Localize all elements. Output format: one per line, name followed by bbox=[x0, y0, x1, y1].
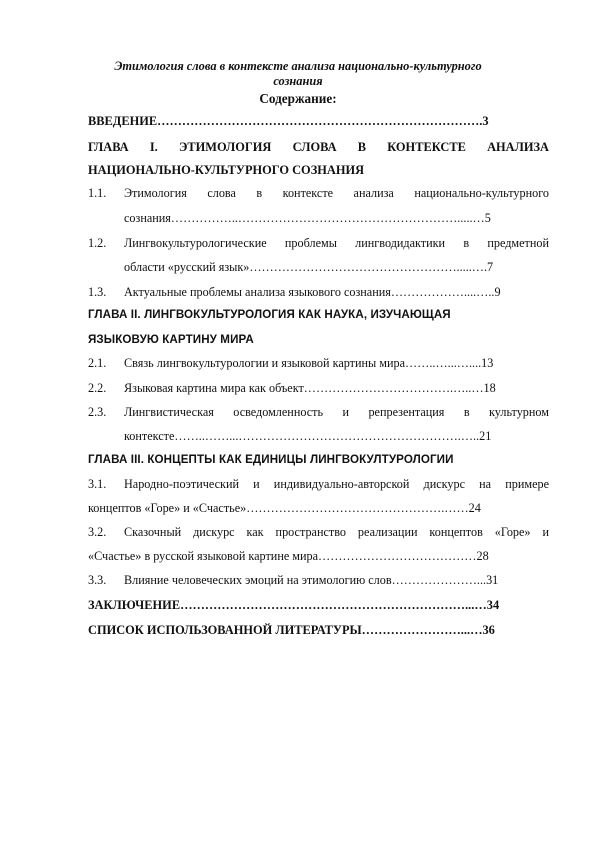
toc-section-2-2-line-1: Языковая картина мира как объект……………………………….…..…18 bbox=[124, 381, 496, 395]
toc-section-3-2-line-2: «Счастье» в русской языковой картине мира…………………………………28 bbox=[88, 549, 489, 563]
toc-section-3-2-number: 3.2. bbox=[88, 525, 107, 539]
toc-section-1-2-number: 1.2. bbox=[88, 236, 107, 250]
toc-chapter-2-line-1: ГЛАВА II. ЛИНГВОКУЛЬТУРОЛОГИЯ КАК НАУКА, ИЗУЧАЮЩАЯ bbox=[88, 308, 451, 321]
toc-entry-introduction: ВВЕДЕНИЕ…………………………………………………………………….3 bbox=[88, 114, 489, 128]
toc-section-1-1-line-2: сознания……………..……………………………………………….....…5 bbox=[124, 211, 491, 225]
toc-section-1-2-line-2: области «русский язык»…………………………………………….....….7 bbox=[124, 260, 494, 274]
toc-section-2-3-line-1: Лингвистическая осведомленность и репрезентация в культурном bbox=[124, 405, 549, 419]
document-title-line-1: Этимология слова в контексте анализа национально-культурного bbox=[114, 59, 482, 73]
toc-chapter-1-line-1: ГЛАВА I. ЭТИМОЛОГИЯ СЛОВА В КОНТЕКСТЕ АНАЛИЗА bbox=[88, 140, 549, 154]
toc-entry-conclusion: ЗАКЛЮЧЕНИЕ……………………………………………………………...…34 bbox=[88, 598, 500, 612]
toc-chapter-3-line-1: ГЛАВА III. КОНЦЕПТЫ КАК ЕДИНИЦЫ ЛИНГВОКУЛТУРОЛОГИИ bbox=[88, 453, 454, 466]
toc-section-3-1-line-2: концептов «Горе» и «Счастье»………………………………………….……24 bbox=[88, 501, 481, 515]
toc-section-2-1-line-1: Связь лингвокультурологии и языковой картины мира……..…...…....13 bbox=[124, 356, 494, 370]
contents-heading: Содержание: bbox=[259, 91, 337, 106]
toc-chapter-2-line-2: ЯЗЫКОВУЮ КАРТИНУ МИРА bbox=[88, 333, 254, 346]
toc-section-1-1-number: 1.1. bbox=[88, 186, 107, 200]
toc-section-1-1-line-1: Этимология слова в контексте анализа национально-культурного bbox=[124, 186, 549, 200]
toc-section-3-3-number: 3.3. bbox=[88, 573, 107, 587]
toc-section-2-1-number: 2.1. bbox=[88, 356, 107, 370]
toc-section-1-3-line-1: Актуальные проблемы анализа языкового сознания………………....…..9 bbox=[124, 285, 501, 299]
toc-section-2-3-number: 2.3. bbox=[88, 405, 107, 419]
toc-section-2-2-number: 2.2. bbox=[88, 381, 107, 395]
toc-section-3-1-line-1: Народно-поэтический и индивидуально-авторской дискурс на примере bbox=[124, 477, 549, 491]
toc-chapter-1-line-2: НАЦИОНАЛЬНО-КУЛЬТУРНОГО СОЗНАНИЯ bbox=[88, 163, 365, 177]
toc-section-3-3-line-1: Влияние человеческих эмоций на этимологию слов…………………...31 bbox=[124, 573, 499, 587]
toc-section-3-1-number: 3.1. bbox=[88, 477, 107, 491]
toc-section-1-2-line-1: Лингвокультурологические проблемы лингводидактики в предметной bbox=[124, 236, 549, 250]
toc-section-3-2-line-1: Сказочный дискурс как пространство реализации концептов «Горе» и bbox=[124, 525, 549, 539]
toc-entry-references: СПИСОК ИСПОЛЬЗОВАННОЙ ЛИТЕРАТУРЫ……………………...…36 bbox=[88, 623, 495, 637]
toc-section-1-3-number: 1.3. bbox=[88, 285, 107, 299]
toc-section-2-3-line-2: контексте……..……...……………………………………………….…..21 bbox=[124, 429, 492, 443]
document-title-line-2: сознания bbox=[273, 73, 323, 88]
